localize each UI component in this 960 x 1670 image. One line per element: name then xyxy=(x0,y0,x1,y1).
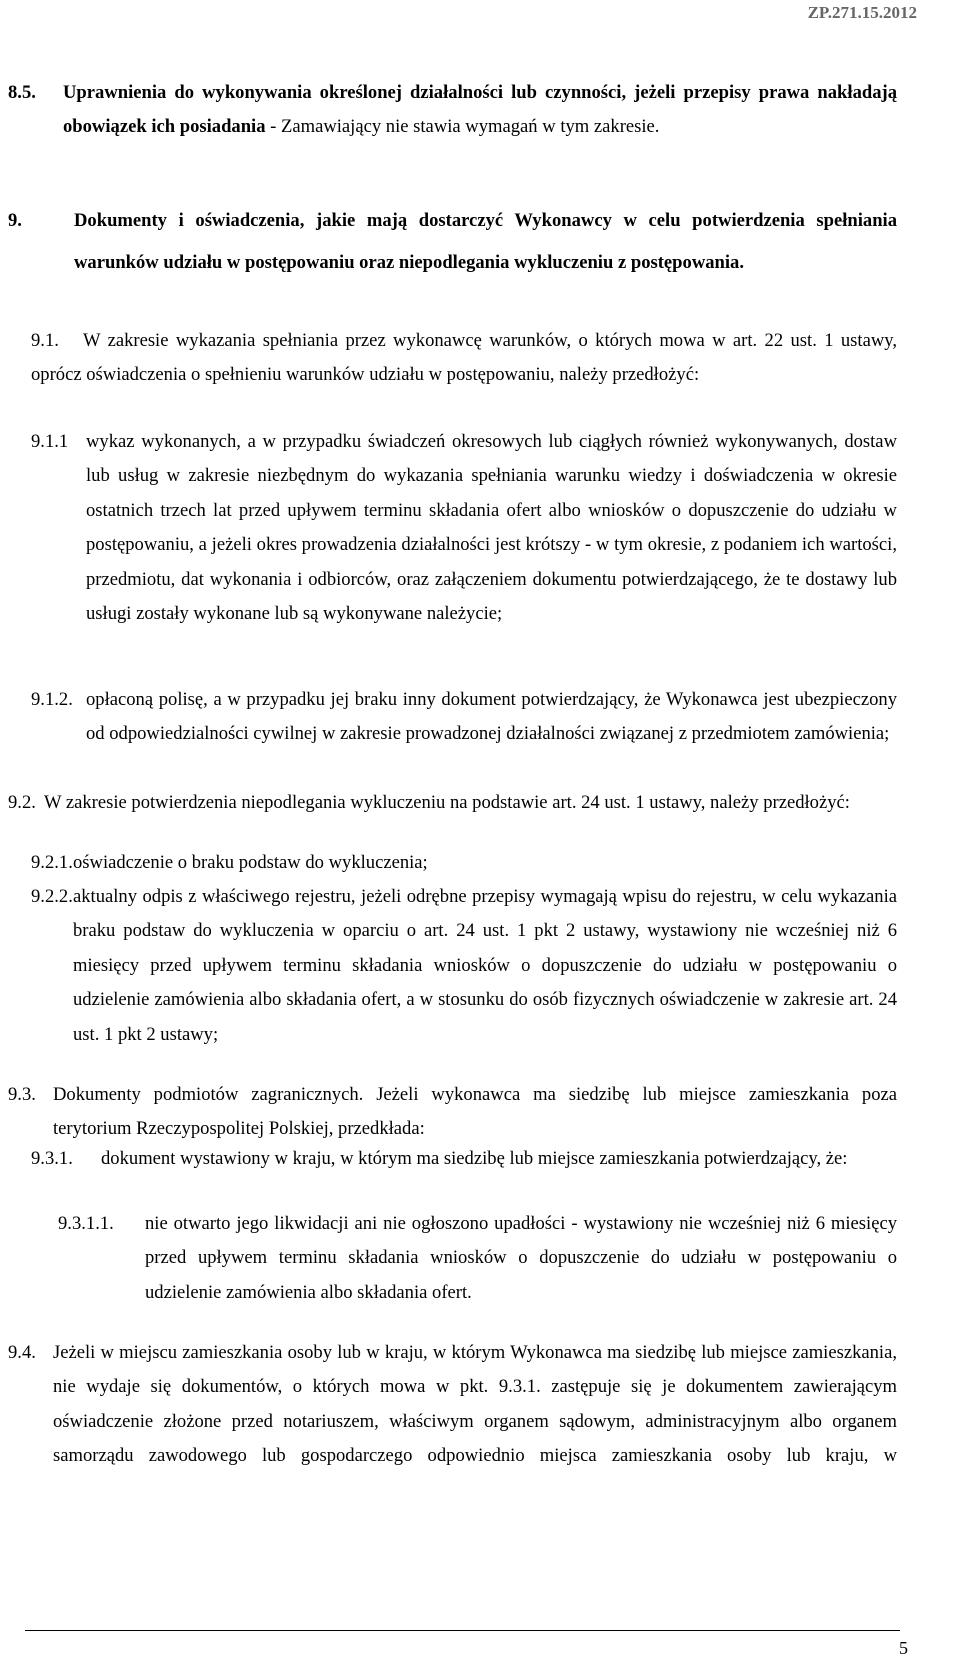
section-8-5 xyxy=(8,76,897,145)
section-text: W zakresie potwierdzenia niepodlegania wykluczeniu na podstawie art. 24 ust. 1 ustawy, należy przedłożyć: xyxy=(44,792,850,813)
section-9-1-1 xyxy=(31,425,897,631)
section-text: - Zamawiający nie stawia wymagań w tym zakresie. xyxy=(265,116,660,138)
footer-divider xyxy=(25,1630,900,1631)
section-text: nie otwarto jego likwidacji ani nie ogłoszono upadłości - wystawiony nie wcześniej niż 6 miesięcy przed upływem terminu składania wniosków o dopuszczenie do udziału w postępowaniu o udzielenie zamówienia albo składania ofert. xyxy=(145,1213,897,1303)
document-reference: ZP.271.15.2012 xyxy=(807,3,917,22)
section-9-3 xyxy=(8,1078,897,1147)
section-9-4 xyxy=(8,1336,897,1474)
section-text: aktualny odpis z właściwego rejestru, jeżeli odrębne przepisy wymagają wpisu do rejestru, w celu wykazania braku podstaw do wykluczenia w oparciu o art. 24 ust. 1 pkt 2 ustawy, wystawiony nie wcześniej niż 6 miesięcy przed upływem terminu składania wniosków o dopuszczenie do udziału w postępowaniu o udzielenie zamówienia albo składania ofert, a w stosunku do osób fizycznych oświadczenie w zakresie art. 24 ust. 1 pkt 2 ustawy; xyxy=(73,886,897,1045)
section-9-2-1 xyxy=(31,846,897,880)
section-number: 9.2.2. xyxy=(31,886,73,907)
section-number: 9.2. xyxy=(8,792,36,813)
section-text: W zakresie wykazania spełniania przez wykonawcę warunków, o których mowa w art. 22 ust. 1 ustawy, oprócz oświadczenia o spełnieniu warunków udziału w postępowaniu, należy przedłożyć: xyxy=(31,330,897,386)
section-number: 9.3. xyxy=(8,1084,36,1105)
section-9-3-1 xyxy=(31,1142,897,1176)
section-text: Dokumenty podmiotów zagranicznych. Jeżeli wykonawca ma siedzibę lub miejsce zamieszkania poza terytorium Rzeczypospolitej Polskiej, przedkłada: xyxy=(53,1084,897,1140)
section-number: 9.2.1. xyxy=(31,852,73,873)
section-heading: Dokumenty i oświadczenia, jakie mają dostarczyć Wykonawcy w celu potwierdzenia spełniania warunków udziału w postępowaniu oraz niepodlegania wykluczeniu z postępowania. xyxy=(74,210,897,273)
page-number: 5 xyxy=(899,1638,908,1658)
section-9-1-2 xyxy=(31,683,897,752)
section-number: 9.1. xyxy=(31,330,59,351)
section-text: oświadczenie o braku podstaw do wykluczenia; xyxy=(73,852,428,873)
section-9 xyxy=(8,200,897,284)
section-number: 9.4. xyxy=(8,1342,36,1363)
section-9-1 xyxy=(31,324,897,393)
section-number: 8.5. xyxy=(8,82,36,103)
section-text: opłaconą polisę, a w przypadku jej braku inny dokument potwierdzający, że Wykonawca jest ubezpieczony od odpowiedzialności cywilnej w zakresie prowadzonej działalności związanej z przedmiotem zamówienia; xyxy=(86,689,897,745)
section-number: 9.3.1. xyxy=(31,1148,73,1169)
section-number: 9.1.1 xyxy=(31,431,69,452)
section-number: 9.1.2. xyxy=(31,689,73,710)
section-text: Jeżeli w miejscu zamieszkania osoby lub w kraju, w którym Wykonawca ma siedzibę lub miejsce zamieszkania, nie wydaje się dokumentów, o których mowa w pkt. 9.3.1. zastępuje się je dokumentem zawierającym oświadczenie złożone przed notariuszem, właściwym organem sądowym, administracyjnym albo organem samorządu zawodowego lub gospodarczego odpowiednio miejsca zamieszkania osoby lub kraju, w xyxy=(53,1342,897,1467)
section-9-2-2 xyxy=(31,880,897,1052)
section-9-2 xyxy=(8,786,897,820)
section-9-3-1-1 xyxy=(58,1207,897,1310)
section-text: wykaz wykonanych, a w przypadku świadczeń okresowych lub ciągłych również wykonywanych, dostaw lub usług w zakresie niezbędnym do wykazania spełniania warunku wiedzy i doświadczenia w okresie ostatnich trzech lat przed upływem terminu składania ofert albo wniosków o dopuszczenie do udziału w postępowaniu, a jeżeli okres prowadzenia działalności jest krótszy - w tym okresie, z podaniem ich wartości, przedmiotu, dat wykonania i odbiorców, oraz załączeniem dokumentu potwierdzającego, że te dostawy lub usługi zostały wykonane lub są wykonywane należycie; xyxy=(86,431,897,625)
section-number: 9. xyxy=(8,210,22,231)
section-number: 9.3.1.1. xyxy=(58,1213,114,1234)
section-heading: Uprawnienia do wykonywania określonej działalności lub czynności, jeżeli przepisy prawa nakładają obowiązek ich posiadania xyxy=(63,82,897,138)
section-text: dokument wystawiony w kraju, w którym ma siedzibę lub miejsce zamieszkania potwierdzający, że: xyxy=(101,1148,848,1169)
